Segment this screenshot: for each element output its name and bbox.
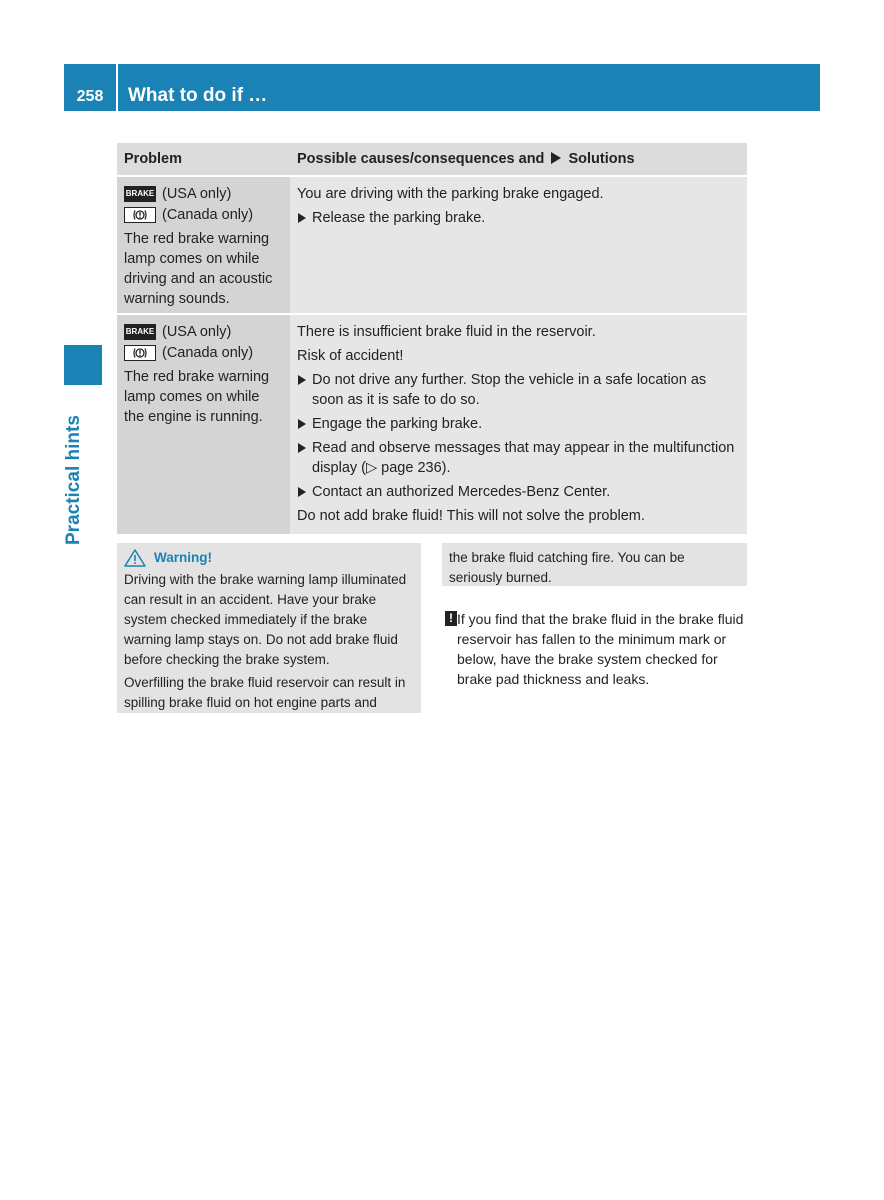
section-tab-marker: [64, 345, 102, 385]
table-header-row: [117, 143, 747, 176]
page-header: [64, 64, 820, 111]
solution-step: [297, 482, 740, 502]
cause-text: You are driving with the parking brake engaged.: [297, 186, 604, 202]
warning-title: [124, 548, 414, 568]
warning-box: [117, 543, 421, 713]
note-text: If you find that the brake fluid in the brake fluid reservoir has fallen to the minimum mark or below, have the brake system checked for brake pad thickness and leaks.: [457, 611, 744, 687]
solution-step: [297, 438, 740, 478]
exclamation-icon: !: [445, 611, 457, 626]
table-row: [117, 176, 747, 314]
warning-continuation-box: [442, 543, 747, 586]
step-arrow-icon: [298, 487, 306, 497]
canada-only-label: (Canada only): [162, 345, 254, 361]
arrow-right-icon: [551, 152, 561, 164]
final-note-text: Do not add brake fluid! This will not solve the problem.: [297, 508, 645, 524]
step-text: Engage the parking brake.: [312, 416, 483, 432]
warning-continuation-text: the brake fluid catching fire. You can be seriously burned.: [449, 550, 685, 585]
note-block: [442, 609, 752, 689]
lamp-canada: [124, 343, 283, 363]
table-row: [117, 314, 747, 535]
column-header-solutions-pre: Possible causes/consequences and: [297, 151, 545, 167]
step-text: Release the parking brake.: [312, 210, 486, 226]
warning-triangle-icon: [124, 549, 146, 567]
canada-only-label: (Canada only): [162, 207, 254, 223]
solution-step: [297, 370, 740, 410]
problem-solution-table: [117, 143, 747, 536]
solution-step: [297, 414, 740, 434]
column-header-solutions-post: Solutions: [568, 151, 635, 167]
step-text: Contact an authorized Mercedes-Benz Center.: [312, 484, 611, 500]
header-divider: [116, 64, 118, 111]
lamp-usa: [124, 184, 283, 204]
step-arrow-icon: [298, 375, 306, 385]
step-arrow-icon: [298, 213, 306, 223]
warning-title-text: Warning!: [154, 550, 212, 565]
step-text: Do not drive any further. Stop the vehicle in a safe location as soon as it is safe to do so.: [312, 372, 707, 408]
column-header-solutions: [290, 143, 747, 176]
column-header-problem: Problem: [117, 143, 290, 176]
page-number: 258: [76, 88, 104, 105]
risk-text: Risk of accident!: [297, 348, 404, 364]
solution-cell: [290, 314, 747, 535]
brake-circle-lamp-icon: [124, 345, 156, 361]
step-arrow-icon: [298, 443, 306, 453]
solution-cell: [290, 176, 747, 314]
page-title: What to do if …: [128, 85, 268, 106]
lamp-usa: [124, 322, 283, 342]
step-text: Read and observe messages that may appear in the multifunction display (▷ page 236).: [312, 440, 735, 476]
brake-lamp-icon: BRAKE: [124, 186, 156, 202]
problem-cell: [117, 314, 290, 535]
usa-only-label: (USA only): [162, 324, 232, 340]
brake-lamp-icon: BRAKE: [124, 324, 156, 340]
problem-text: The red brake warning lamp comes on while the engine is running.: [124, 369, 270, 425]
section-label: Practical hints: [63, 415, 84, 545]
brake-circle-lamp-icon: [124, 207, 156, 223]
lamp-canada: [124, 205, 283, 225]
usa-only-label: (USA only): [162, 186, 232, 202]
solution-step: [297, 208, 740, 228]
warning-paragraph: Driving with the brake warning lamp illuminated can result in an accident. Have your brake system checked immediately if the brake warning lamp stays on. Do not add brake fluid before checking the brake system.: [124, 572, 407, 667]
cause-text: There is insufficient brake fluid in the reservoir.: [297, 324, 596, 340]
problem-cell: [117, 176, 290, 314]
step-arrow-icon: [298, 419, 306, 429]
problem-text: The red brake warning lamp comes on while driving and an acoustic warning sounds.: [124, 231, 273, 307]
warning-paragraph: Overfilling the brake fluid reservoir can result in spilling brake fluid on hot engine parts and: [124, 675, 406, 710]
